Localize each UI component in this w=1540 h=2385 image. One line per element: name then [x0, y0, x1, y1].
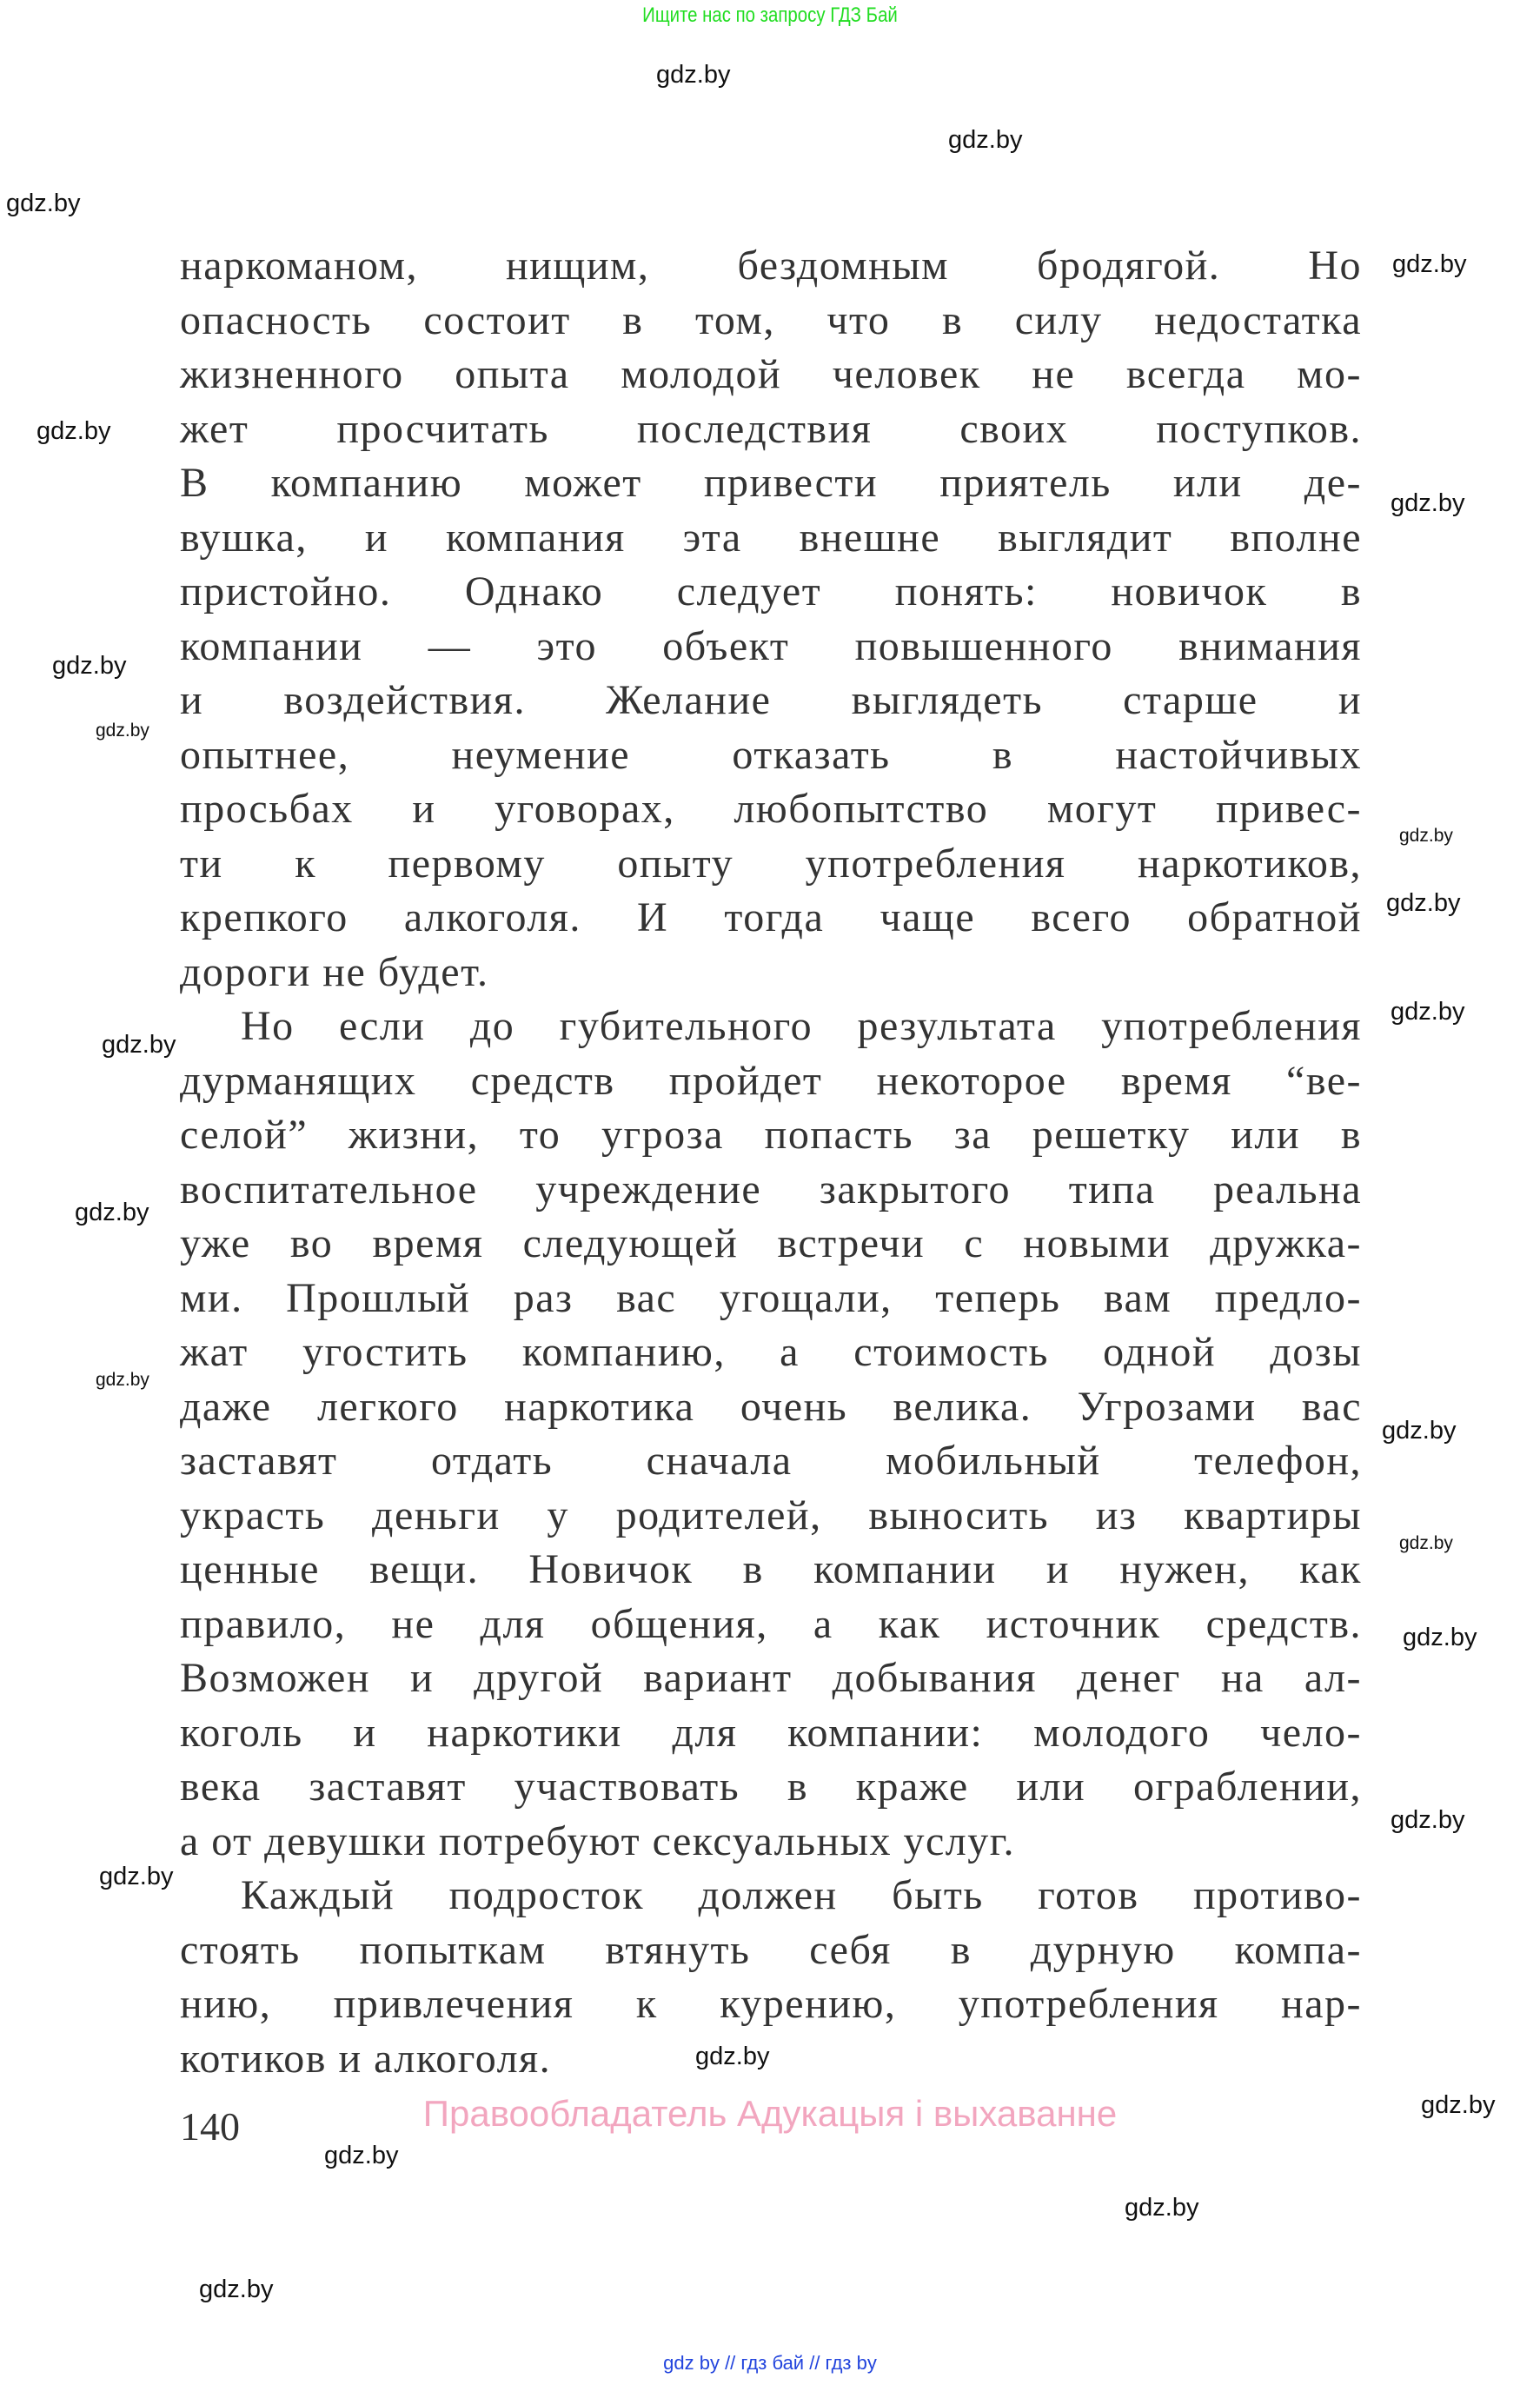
text-line: а от девушки потребуют сексуальных услуг.: [180, 1817, 1015, 1864]
text-line: коголь и наркотики для компании: молодого чело-: [180, 1709, 1362, 1756]
watermark-gdz: gdz.by: [199, 2275, 274, 2303]
watermark-gdz: gdz.by: [1392, 250, 1467, 278]
watermark-gdz: gdz.by: [1391, 998, 1465, 1026]
text-line: жет просчитать последствия своих поступков.: [180, 405, 1362, 452]
text-line: просьбах и уговорах, любопытство могут привес-: [180, 786, 1362, 832]
watermark-gdz: gdz.by: [1125, 2194, 1199, 2222]
watermark-gdz: gdz.by: [656, 61, 731, 89]
text-line: стоять попыткам втянуть себя в дурную компа-: [180, 1926, 1362, 1973]
footer-links[interactable]: gdz by // гдз бай // гдз by: [663, 2352, 877, 2374]
text-line: украсть деньги у родителей, выносить из квартиры: [180, 1491, 1362, 1538]
watermark-gdz: gdz.by: [102, 1031, 176, 1059]
watermark-gdz: gdz.by: [1382, 1417, 1457, 1445]
top-search-banner[interactable]: Ищите нас по запросу ГДЗ Бай: [642, 3, 898, 27]
text-line: Возможен и другой вариант добывания денег на ал-: [180, 1655, 1362, 1701]
text-line: опасность состоит в том, что в силу недостатка: [180, 296, 1362, 343]
text-line: В компанию может привести приятель или де-: [180, 460, 1362, 506]
watermark-gdz: gdz.by: [1399, 826, 1453, 846]
watermark-gdz: gdz.by: [948, 126, 1023, 154]
watermark-gdz: gdz.by: [1391, 1806, 1465, 1834]
text-line: ти к первому опыту употребления наркотиков,: [180, 840, 1362, 887]
text-line: и воздействия. Желание выглядеть старше и: [180, 677, 1362, 723]
text-line: нию, привлечения к курению, употребления нар-: [180, 1981, 1362, 2027]
watermark-gdz: gdz.by: [1386, 889, 1461, 917]
text-line: уже во время следующей встречи с новыми дружка-: [180, 1220, 1362, 1266]
text-line: жат угостить компанию, а стоимость одной дозы: [180, 1329, 1362, 1375]
watermark-gdz: gdz.by: [1403, 1624, 1477, 1651]
watermark-gdz: gdz.by: [6, 189, 81, 217]
watermark-gdz: gdz.by: [1421, 2091, 1496, 2119]
watermark-gdz: gdz.by: [324, 2142, 399, 2169]
text-line: крепкого алкоголя. И тогда чаще всего обратной: [180, 894, 1362, 940]
text-line: котиков и алкоголя.: [180, 2035, 552, 2082]
text-line: ми. Прошлый раз вас угощали, теперь вам предло-: [180, 1274, 1362, 1321]
text-line: заставят отдать сначала мобильный телефон,: [180, 1438, 1362, 1484]
page-number: 140: [180, 2104, 240, 2149]
watermark-gdz: gdz.by: [1399, 1533, 1453, 1553]
watermark-gdz: gdz.by: [52, 652, 127, 680]
text-line: селой” жизни, то угроза попасть за решетку или в: [180, 1112, 1362, 1158]
text-line: пристойно. Однако следует понять: новичок в: [180, 568, 1362, 615]
watermark-gdz: gdz.by: [37, 417, 111, 445]
watermark-gdz: gdz.by: [695, 2043, 770, 2070]
text-line: опытнее, неумение отказать в настойчивых: [180, 731, 1362, 778]
text-line: дурманящих средств пройдет некоторое время “ве-: [180, 1057, 1362, 1104]
text-line: века заставят участвовать в краже или ограблении,: [180, 1764, 1362, 1810]
watermark-gdz: gdz.by: [75, 1199, 149, 1226]
text-line: наркоманом, нищим, бездомным бродягой. Но: [180, 242, 1362, 289]
watermark-gdz: gdz.by: [96, 721, 149, 741]
text-line: воспитательное учреждение закрытого типа реальна: [180, 1166, 1362, 1212]
text-line: жизненного опыта молодой человек не всегда мо-: [180, 351, 1362, 397]
text-line: Но если до губительного результата употребления: [241, 1003, 1362, 1049]
text-line: Каждый подросток должен быть готов противо-: [241, 1872, 1362, 1918]
text-line: ценные вещи. Новичок в компании и нужен, как: [180, 1546, 1362, 1592]
copyright-notice: Правообладатель Адукацыя і выхаванне: [422, 2093, 1118, 2134]
text-line: вушка, и компания эта внешне выглядит вполне: [180, 514, 1362, 561]
watermark-gdz: gdz.by: [96, 1370, 149, 1390]
watermark-gdz: gdz.by: [99, 1863, 174, 1890]
text-line: правило, не для общения, а как источник средств.: [180, 1600, 1362, 1647]
text-line: компании — это объект повышенного внимания: [180, 622, 1362, 669]
text-line: даже легкого наркотика очень велика. Угрозами вас: [180, 1383, 1362, 1430]
text-line: дороги не будет.: [180, 948, 489, 995]
watermark-gdz: gdz.by: [1391, 489, 1465, 517]
